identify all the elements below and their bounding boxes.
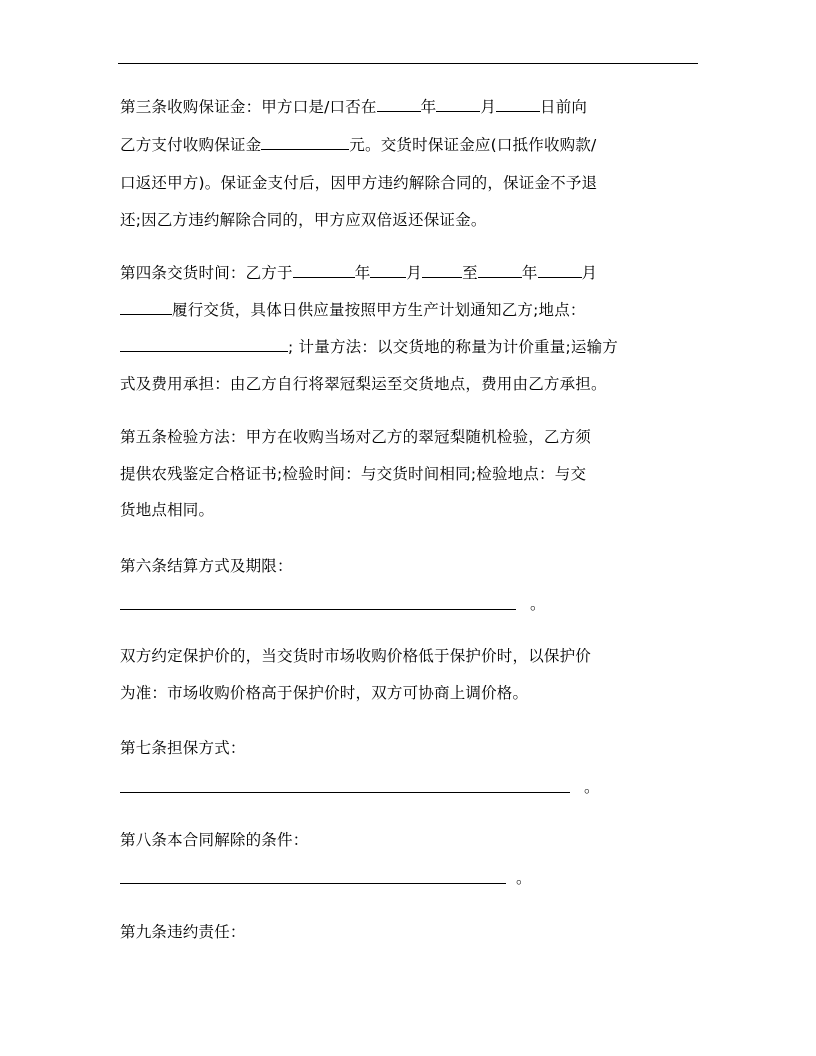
article-7-period: 。 — [584, 778, 600, 796]
month-label: 月 — [581, 264, 598, 282]
end-month-blank — [538, 263, 582, 278]
article-4-line-2 — [120, 300, 586, 320]
article-4-text: 履行交货，具体日供应量按照甲方生产计划通知乙方;地点： — [172, 301, 586, 319]
start-month-blank — [370, 263, 406, 278]
article-4-line-4: 式及费用承担：由乙方自行将翠冠梨运至交货地点，费用由乙方承担。 — [120, 375, 607, 393]
location-blank — [120, 337, 288, 352]
article-5-line-1: 第五条检验方法：甲方在收购当场对乙方的翠冠梨随机检验，乙方须 — [120, 428, 592, 446]
year-label: 年 — [420, 98, 437, 116]
year-label: 年 — [354, 264, 371, 282]
end-day-blank — [120, 300, 172, 315]
header-rule — [118, 63, 698, 64]
article-4-text: 第四条交货时间：乙方于 — [120, 264, 293, 282]
month-label: 月 — [406, 264, 423, 282]
start-year-blank — [293, 263, 355, 278]
article-5-line-2: 提供农残鉴定合格证书;检验时间：与交货时间相同;检验地点：与交 — [120, 465, 587, 483]
year-blank — [377, 97, 421, 112]
protect-line-1: 双方约定保护价的，当交货时市场收购价格低于保护价时，以保护价 — [120, 647, 592, 665]
month-blank — [436, 97, 480, 112]
protect-line-2: 为准：市场收购价格高于保护价时，双方可协商上调价格。 — [120, 684, 529, 702]
article-8-title: 第八条本合同解除的条件： — [120, 831, 309, 849]
article-4-line-1 — [120, 263, 597, 283]
guarantee-blank — [120, 792, 570, 793]
article-8-period: 。 — [516, 869, 532, 887]
start-day-blank — [422, 263, 462, 278]
article-3-line-3: 口返还甲方)。保证金支付后，因甲方违约解除合同的，保证金不予退 — [120, 174, 598, 192]
article-9-title: 第九条违约责任： — [120, 923, 246, 941]
article-4-text: ; 计量方法：以交货地的称量为计价重量;运输方 — [288, 338, 618, 356]
article-6-title: 第六条结算方式及期限： — [120, 557, 293, 575]
day-label: 日前向 — [540, 98, 588, 116]
month-label: 月 — [480, 98, 497, 116]
article-3-text: 第三条收购保证金：甲方口是/口否在 — [120, 98, 377, 116]
article-3-line-2 — [120, 135, 596, 155]
article-3-line-4: 还;因乙方违约解除合同的，甲方应双倍返还保证金。 — [120, 211, 487, 229]
article-3-text: 元。交货时保证金应(口抵作收购款/ — [349, 136, 597, 154]
article-3-line-1 — [120, 97, 587, 117]
article-7-title: 第七条担保方式： — [120, 739, 246, 757]
end-year-blank — [478, 263, 522, 278]
article-6-period: 。 — [530, 595, 546, 613]
termination-blank — [120, 883, 506, 884]
settlement-blank — [120, 609, 516, 610]
to-label: 至 — [462, 264, 478, 282]
article-3-text: 乙方支付收购保证金 — [120, 136, 262, 154]
article-5-line-3: 货地点相同。 — [120, 501, 215, 519]
year-label: 年 — [521, 264, 538, 282]
article-4-line-3 — [120, 337, 618, 357]
day-blank — [496, 97, 540, 112]
deposit-amount-blank — [261, 135, 349, 150]
